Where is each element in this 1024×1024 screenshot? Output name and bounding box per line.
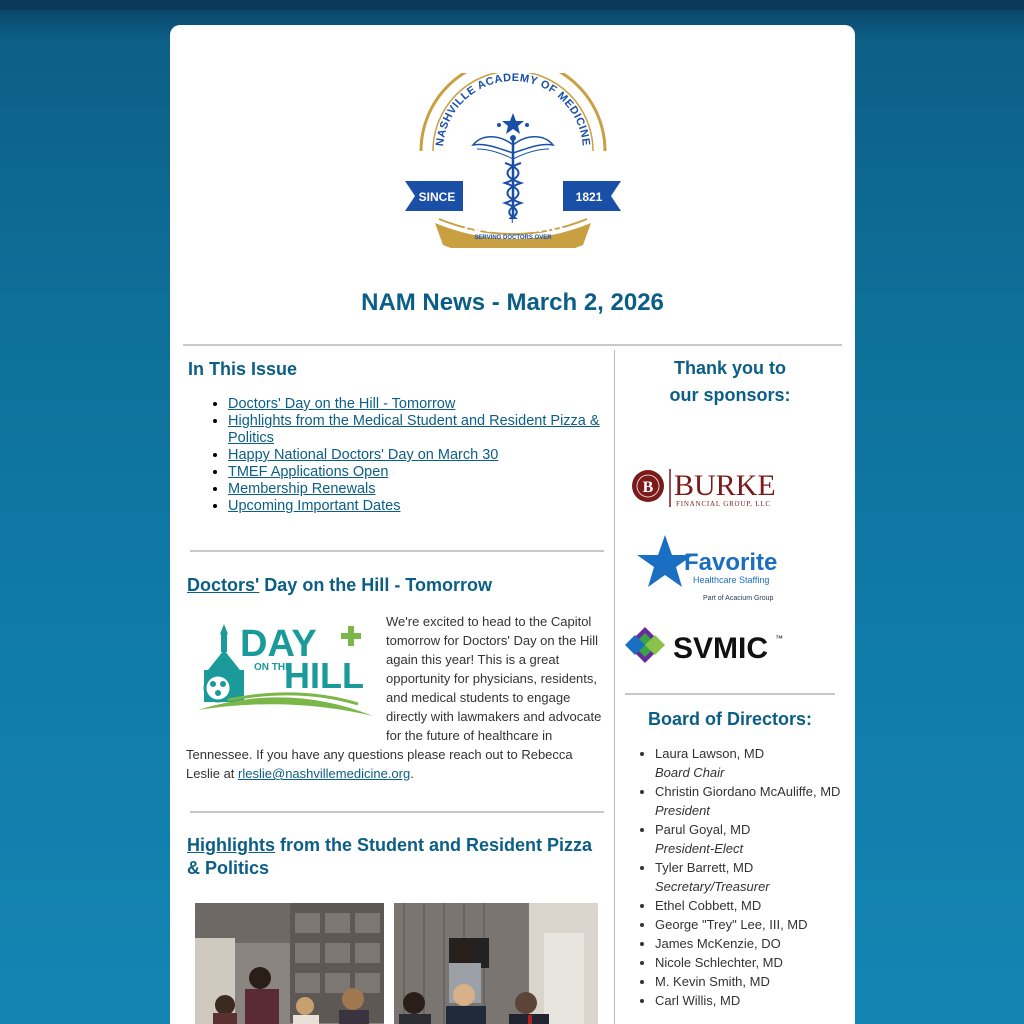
- toc-item: [228, 413, 606, 447]
- toc-link-highlights[interactable]: Highlights from the Medical Student and Resident Pizza & Politics: [228, 413, 600, 446]
- board-member-role: Board Chair: [655, 765, 725, 780]
- board-member-role: Secretary/Treasurer: [655, 879, 770, 894]
- board-member: [655, 915, 855, 934]
- board-member: [655, 953, 855, 972]
- burke-sub: FINANCIAL GROUP, LLC: [676, 500, 771, 508]
- board-title: Board of Directors:: [647, 709, 813, 729]
- top-band: [0, 0, 1024, 10]
- sponsors-title-line2: our sponsors:: [669, 385, 791, 405]
- sponsor-svmic-logo[interactable]: [625, 625, 790, 669]
- board-member: [655, 972, 855, 991]
- doctors-day-title-link[interactable]: Doctors': [187, 575, 260, 595]
- svmic-name: SVMIC: [673, 632, 769, 665]
- table-of-contents: [228, 396, 606, 515]
- board-member-name: M. Kevin Smith, MD: [655, 974, 770, 989]
- newsletter-card: [170, 25, 855, 1024]
- doctors-day-text: We're excited to head to the Capitol tomorrow for Doctors' Day on the Hill again this year! This is a great opportunity for physicians, residents, and medical students to engage directly with lawmakers and advocate for the future of healthcare in Tennessee. If you have any questions please reach out to Rebecca Leslie at: [186, 614, 602, 781]
- toc-link-national-doctors-day[interactable]: Happy National Doctors' Day on March 30: [228, 447, 499, 463]
- logo-arc-text: NASHVILLE ACADEMY OF MEDICINE: [434, 73, 592, 147]
- board-member: [655, 934, 855, 953]
- nam-logo[interactable]: [403, 73, 623, 248]
- toc-link-doctors-day[interactable]: Doctors' Day on the Hill - Tomorrow: [228, 396, 456, 412]
- sponsors-title-line1: Thank you to: [674, 358, 786, 378]
- toc-item: [228, 464, 606, 481]
- board-member-name: Parul Goyal, MD: [655, 822, 751, 837]
- board-member-name: George "Trey" Lee, III, MD: [655, 917, 808, 932]
- highlights-title: [187, 834, 606, 880]
- board-list: [655, 744, 855, 1010]
- on-the-text: ON THE: [254, 662, 292, 673]
- day-text: DAY: [240, 623, 317, 665]
- page-title: NAM News - March 2, 2026: [361, 289, 664, 316]
- divider: [183, 344, 842, 346]
- divider: [625, 693, 835, 695]
- burke-monogram: B: [642, 479, 654, 496]
- svmic-tm: ™: [775, 634, 783, 643]
- favorite-note: Part of Acacium Group: [703, 595, 774, 602]
- doctors-day-text-end: .: [410, 766, 414, 781]
- divider: [190, 550, 604, 552]
- hill-text: HILL: [284, 655, 364, 696]
- sponsors-title: [625, 355, 835, 409]
- event-photo[interactable]: [195, 903, 384, 1024]
- board-member-role: President-Elect: [655, 841, 744, 856]
- board-member-role: President: [655, 803, 710, 818]
- sponsor-favorite-logo[interactable]: [637, 533, 787, 603]
- in-this-issue-title: In This Issue: [188, 359, 298, 379]
- board-member: [655, 896, 855, 915]
- toc-item: [228, 447, 606, 464]
- doctors-day-title-rest: Day on the Hill - Tomorrow: [259, 575, 492, 595]
- board-member: [655, 991, 855, 1010]
- board-member-name: Tyler Barrett, MD: [655, 860, 754, 875]
- column-divider: [614, 350, 615, 1024]
- sponsor-burke-logo[interactable]: [630, 467, 790, 511]
- highlights-photos: [195, 903, 606, 1024]
- board-member: [655, 782, 855, 820]
- main-column: [188, 355, 606, 1024]
- logo-ribbon-big: 200 YEARS: [462, 216, 564, 236]
- toc-item: [228, 481, 606, 498]
- board-member-name: Christin Giordano McAuliffe, MD: [655, 784, 841, 799]
- burke-name: BURKE: [674, 469, 776, 502]
- toc-item: [228, 498, 606, 515]
- toc-link-membership[interactable]: Membership Renewals: [228, 481, 376, 497]
- doctors-day-title: [187, 575, 606, 596]
- board-member-name: Nicole Schlechter, MD: [655, 955, 783, 970]
- toc-item: [228, 396, 606, 413]
- favorite-name: Favorite: [684, 549, 778, 576]
- doctors-day-body: [186, 612, 606, 783]
- board-member-name: Carl Willis, MD: [655, 993, 741, 1008]
- toc-link-tmef[interactable]: TMEF Applications Open: [228, 464, 389, 480]
- board-member-name: Ethel Cobbett, MD: [655, 898, 762, 913]
- day-on-the-hill-logo: [188, 612, 378, 727]
- logo-year: 1821: [575, 190, 603, 204]
- event-photo[interactable]: [394, 903, 598, 1024]
- email-link[interactable]: rleslie@nashvillemedicine.org: [238, 766, 411, 781]
- board-member: [655, 858, 855, 896]
- board-member: [655, 744, 855, 782]
- board-member-name: James McKenzie, DO: [655, 936, 781, 951]
- highlights-title-rest: from the Student and Resident Pizza & Politics: [187, 835, 593, 878]
- logo-since: SINCE: [418, 190, 456, 204]
- divider: [190, 811, 604, 813]
- board-member: [655, 820, 855, 858]
- toc-link-dates[interactable]: Upcoming Important Dates: [228, 498, 401, 514]
- board-member-name: Laura Lawson, MD: [655, 746, 765, 761]
- logo-ribbon-small: SERVING DOCTORS OVER: [474, 235, 552, 241]
- favorite-sub: Healthcare Staffing: [693, 575, 770, 585]
- highlights-title-link[interactable]: Highlights: [187, 835, 275, 855]
